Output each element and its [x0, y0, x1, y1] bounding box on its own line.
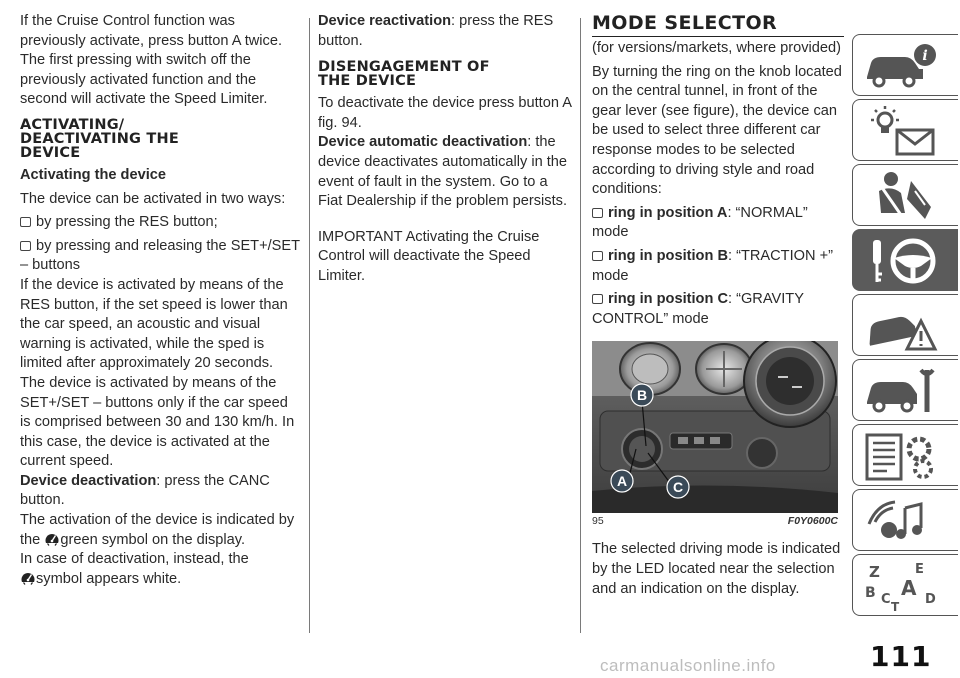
- car-info-icon: [861, 39, 941, 93]
- emergency-car-icon: [861, 299, 941, 353]
- mode-item-b: ring in position B: “TRACTION +” mode: [592, 247, 833, 284]
- column-divider: [309, 18, 310, 633]
- paragraph-cruise-note: If the Cruise Control function was previously activate, press button A twice. The first pressing with switch off the previously activated function and the second will activate the Speed Limiter.: [20, 13, 283, 108]
- paragraph-deactivation: Device deactivation: press the CANC button.: [20, 472, 270, 509]
- paragraph-auto-deactivation: Device automatic deactivation: the device deactivates automatically in the event of fault in the system. Go to a Fiat Dealership if the problem persists.: [318, 134, 568, 210]
- heading-disengagement: [318, 60, 574, 88]
- svg-text:C: C: [881, 592, 891, 607]
- warning-lights-icon: [861, 104, 941, 158]
- tab-warning-lights[interactable]: [852, 99, 958, 161]
- section-subtitle: (for versions/markets, where provided): [592, 40, 841, 56]
- multimedia-icon: [861, 494, 941, 548]
- figure-code: F0Y0600C: [787, 515, 838, 528]
- heading-activating: [20, 118, 302, 160]
- paragraph-important: IMPORTANT Activating the Cruise Control will deactivate the Speed Limiter.: [318, 228, 540, 284]
- svg-text:E: E: [915, 562, 924, 577]
- bullet-box-icon: [20, 241, 31, 251]
- index-letters-icon: [861, 559, 941, 613]
- mode-selector-photo: [592, 341, 838, 513]
- column-middle: [318, 12, 574, 287]
- bullet-box-icon: [592, 251, 603, 261]
- bullet-box-icon: [592, 294, 603, 304]
- label-c: C: [672, 479, 684, 496]
- tab-technical-data[interactable]: [852, 424, 958, 486]
- tab-starting-driving[interactable]: [852, 229, 958, 291]
- heading-activating-line3: DEVICE: [20, 144, 81, 161]
- technical-data-icon: [861, 429, 941, 483]
- bullet-box-icon: [20, 217, 31, 227]
- bullet-res: by pressing the RES button;: [20, 213, 302, 233]
- column-left: [20, 12, 302, 589]
- bullet-box-icon: [592, 208, 603, 218]
- heading-disengagement-line2: THE DEVICE: [318, 73, 417, 90]
- watermark: carmanualsonline.info: [600, 656, 776, 675]
- label-b: B: [636, 387, 648, 404]
- speed-limiter-icon: [44, 531, 60, 546]
- tab-seat-safety[interactable]: [852, 164, 958, 226]
- page-number: 111: [870, 640, 932, 673]
- paragraph-reactivation: Device reactivation: press the RES button.: [318, 13, 554, 49]
- tab-index[interactable]: [852, 554, 958, 616]
- speed-limiter-icon: [20, 570, 36, 585]
- label-a: A: [616, 473, 628, 490]
- chapter-tabs: [852, 34, 958, 619]
- figure-mode-selector: [592, 341, 838, 513]
- tab-emergency[interactable]: [852, 294, 958, 356]
- column-divider: [580, 18, 581, 633]
- paragraph-led: The selected driving mode is indicated by the LED located near the selection and an indication on the display.: [592, 541, 841, 597]
- car-maintenance-icon: [861, 364, 941, 418]
- section-title: MODE SELECTOR: [592, 12, 844, 37]
- paragraph-set: The device is activated by means of the SET+/SET – buttons only if the car speed is comprised between 30 and 130 km/h. In this case, the device is activated at the current speed.: [20, 374, 295, 470]
- mode-item-c: ring in position C: “GRAVITY CONTROL” mode: [592, 291, 804, 327]
- figure-number: 95: [592, 515, 604, 528]
- activating-intro: The device can be activated in two ways:: [20, 190, 286, 207]
- paragraph-indication: The activation of the device is indicated by the green symbol on the display. In case of deactivation, instead, the symbol appears white.: [20, 512, 295, 587]
- paragraph-mode-intro: By turning the ring on the knob located on the central tunnel, in front of the gear lever (see figure), the device can be used to select three different car response modes to be selected according to driving style and road conditions:: [592, 63, 842, 198]
- activating-title: Activating the device: [20, 166, 166, 183]
- svg-text:A: A: [901, 576, 917, 600]
- heading-disengagement-line1: DISENGAGEMENT OF: [318, 59, 490, 76]
- tab-car-info[interactable]: [852, 34, 958, 96]
- heading-activating-line2: DEACTIVATING THE: [20, 130, 179, 147]
- tab-multimedia[interactable]: [852, 489, 958, 551]
- svg-text:T: T: [891, 600, 900, 613]
- svg-text:Z: Z: [869, 563, 880, 581]
- svg-text:i: i: [922, 48, 928, 64]
- heading-activating-line1: ACTIVATING/: [20, 116, 125, 133]
- figure-caption: [592, 515, 838, 528]
- svg-text:B: B: [865, 585, 876, 601]
- steering-wheel-key-icon: [861, 234, 941, 288]
- paragraph-res: If the device is activated by means of the RES button, if the set speed is lower than the car speed, an acoustic and visual warning is activated, while the sped is limited after approximately 20 seconds.: [20, 276, 288, 372]
- paragraph-deactivate: To deactivate the device press button A fig. 94.: [318, 95, 572, 131]
- tab-maintenance[interactable]: [852, 359, 958, 421]
- svg-text:D: D: [925, 592, 936, 607]
- column-right: [592, 12, 844, 599]
- mode-item-a: ring in position A: “NORMAL” mode: [592, 204, 808, 241]
- seat-safety-icon: [861, 169, 941, 223]
- bullet-set: by pressing and releasing the SET+/SET – buttons: [20, 237, 300, 274]
